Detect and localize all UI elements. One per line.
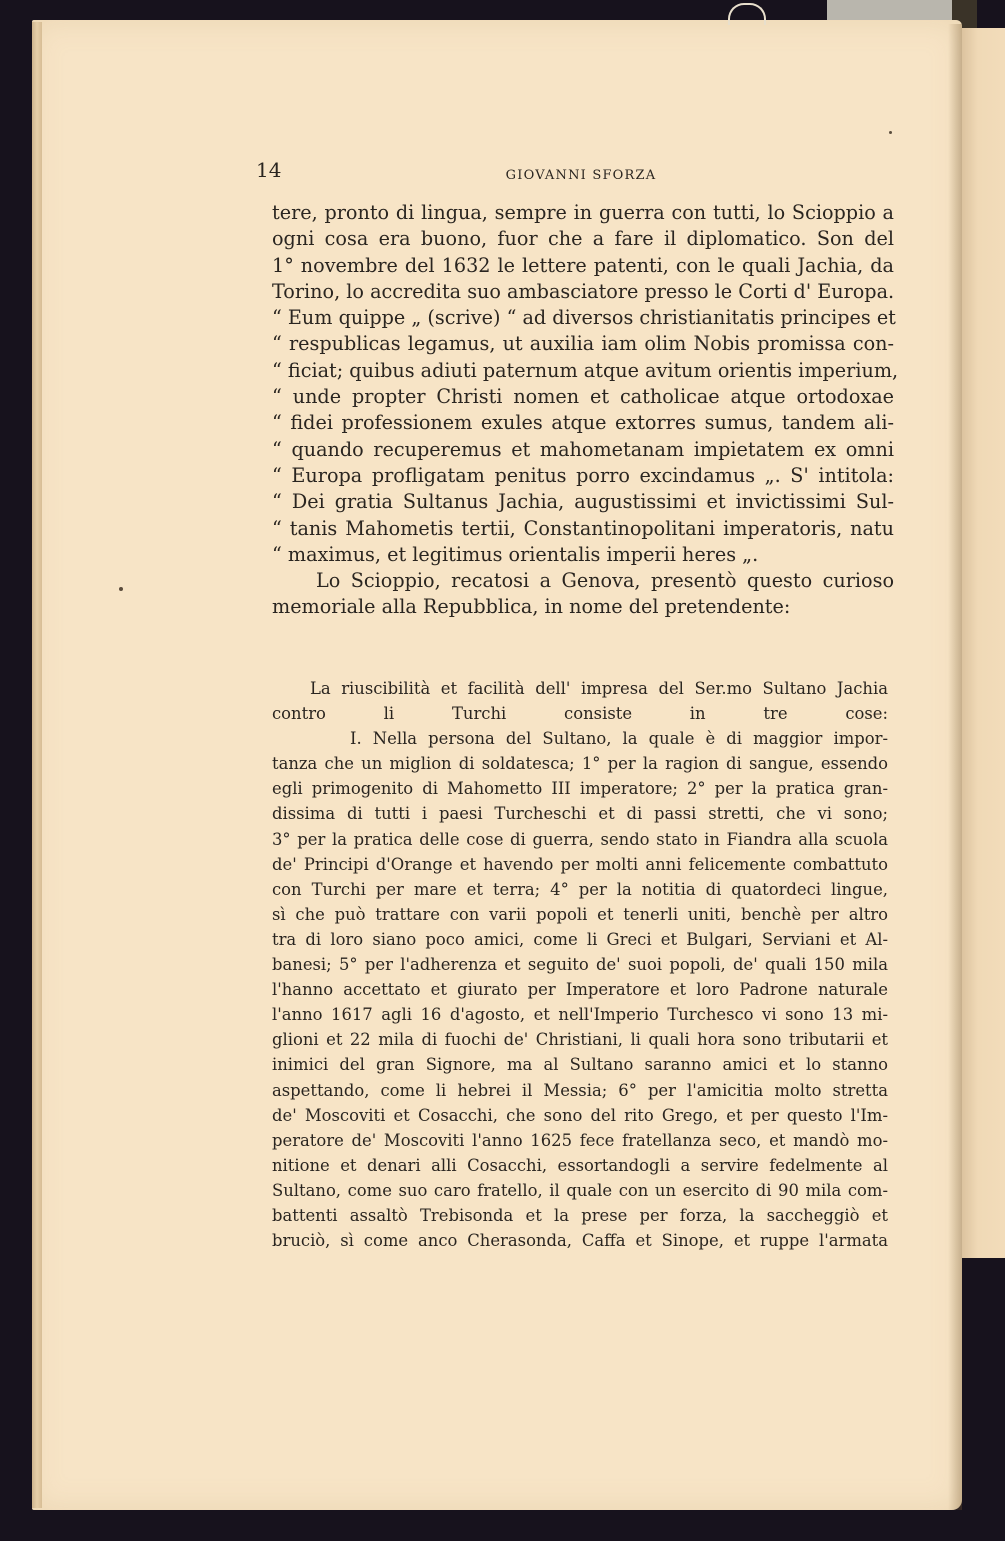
text-line: “ fidei professionem exules atque extorres sumus, tandem ali- [272, 411, 894, 435]
memorial-line: l'hanno accettato et giurato per Imperatore et loro Padrone naturale [272, 980, 888, 1000]
page-stack-edge [32, 22, 42, 1508]
memorial-line: banesi; 5° per l'adherenza et seguito de' suoi popoli, de' quali 150 mila [272, 955, 888, 975]
text-line: tere, pronto di lingua, sempre in guerra con tutti, lo Scioppio a [272, 201, 894, 224]
text-line: ogni cosa era buono, fuor che a fare il diplomatico. Son del [272, 227, 894, 251]
main-text [272, 200, 899, 621]
text-line: “ Europa profligatam penitus porro excindamus „. S' intitola: [272, 463, 894, 487]
text-line: “ maximus, et legitimus orientalis imperii heres „. [272, 542, 759, 566]
page-header [256, 158, 896, 188]
running-title: GIOVANNI SFORZA [505, 168, 657, 183]
text-line: 1° novembre del 1632 le lettere patenti, con le quali Jachia, da [272, 253, 894, 277]
memorial-line: egli primogenito di Mahometto III imperatore; 2° per la pratica gran- [272, 779, 888, 799]
memorial-line: La riuscibilità et facilità dell' impresa del Ser.mo Sultano Jachia [310, 679, 888, 698]
memorial-line: l'anno 1617 agli 16 d'agosto, et nell'Imperio Turchesco vi sono 13 mi- [272, 1005, 888, 1025]
memorial-line: tanza che un miglion di soldatesca; 1° per la ragion di sangue, essendo [272, 754, 888, 774]
memorial-line: I. Nella persona del Sultano, la quale è di maggior impor- [350, 729, 888, 749]
memorial-line: dissima di tutti i paesi Turcheschi et di passi stretti, che vi sono; [272, 804, 888, 824]
text-line: “ unde propter Christi nomen et catholicae atque ortodoxae [272, 385, 894, 409]
memorial-line: peratore de' Moscoviti l'anno 1625 fece fratellanza seco, et mandò mo- [272, 1130, 888, 1150]
memorial-line: sì che può trattare con varii popoli et tenerli uniti, benchè per altro [272, 904, 888, 924]
memorial-line: con Turchi per mare et terra; 4° per la notitia di quatordeci lingue, [272, 879, 888, 899]
paper-speck [889, 131, 892, 134]
memorial-line: aspettando, come li hebrei il Messia; 6° per l'amicitia molto stretta [272, 1080, 888, 1100]
paper-speck [119, 587, 123, 591]
memorial-line: 3° per la pratica delle cose di guerra, sendo stato in Fiandra alla scuola [272, 829, 888, 849]
memorial-line: tra di loro siano poco amici, come li Greci et Bulgari, Serviani et Al- [272, 929, 888, 949]
memorial-line: de' Moscoviti et Cosacchi, che sono del rito Grego, et per questo l'Im- [272, 1105, 888, 1125]
memorial-line: nitione et denari alli Cosacchi, essortandogli a servire fedelmente al [272, 1155, 888, 1175]
memorial-line: battenti assaltò Trebisonda et la prese per forza, la saccheggiò et [272, 1205, 888, 1225]
thread-loop [728, 3, 766, 25]
memorial-line: inimici del gran Signore, ma al Sultano saranno amici et lo stanno [272, 1055, 888, 1075]
paragraph-2 [272, 568, 894, 621]
text-line: “ Eum quippe „ (scrive) “ ad diversos christianitatis principes et [272, 306, 896, 330]
text-line: “ ficiat; quibus adiuti paternum atque avitum orientis imperium, [272, 358, 899, 382]
adjacent-page-edge [960, 28, 1005, 1258]
text-line: memoriale alla Repubblica, in nome del pretendente: [272, 595, 791, 619]
text-line: Torino, lo accredita suo ambasciatore presso le Corti d' Europa. [272, 279, 895, 303]
memorial-line: contro li Turchi consiste in tre cose: [272, 704, 888, 724]
memorial-quote [272, 676, 888, 1253]
memorial-line: de' Principi d'Orange et havendo per molti anni felicemente combattuto [272, 854, 888, 874]
text-line: “ quando recuperemus et mahometanam impietatem ex omni [272, 437, 894, 461]
paragraph-1 [272, 200, 899, 568]
text-line: “ respublicas legamus, ut auxilia iam olim Nobis promissa con- [272, 332, 894, 356]
memorial-line: glioni et 22 mila di fuochi de' Christiani, li quali hora sono tributarii et [272, 1030, 888, 1050]
memorial-line: bruciò, sì come anco Cherasonda, Caffa et Sinope, et ruppe l'armata [272, 1231, 888, 1251]
text-line: “ tanis Mahometis tertii, Constantinopolitani imperatoris, natu [272, 516, 894, 540]
text-line: Lo Scioppio, recatosi a Genova, presentò questo curioso [316, 569, 894, 593]
page-number: 14 [256, 158, 282, 182]
text-line: “ Dei gratia Sultanus Jachia, augustissimi et invictissimi Sul- [272, 490, 894, 514]
gutter-shadow [948, 24, 962, 1510]
memorial-line: Sultano, come suo caro fratello, il quale con un esercito di 90 mila com- [272, 1180, 888, 1200]
